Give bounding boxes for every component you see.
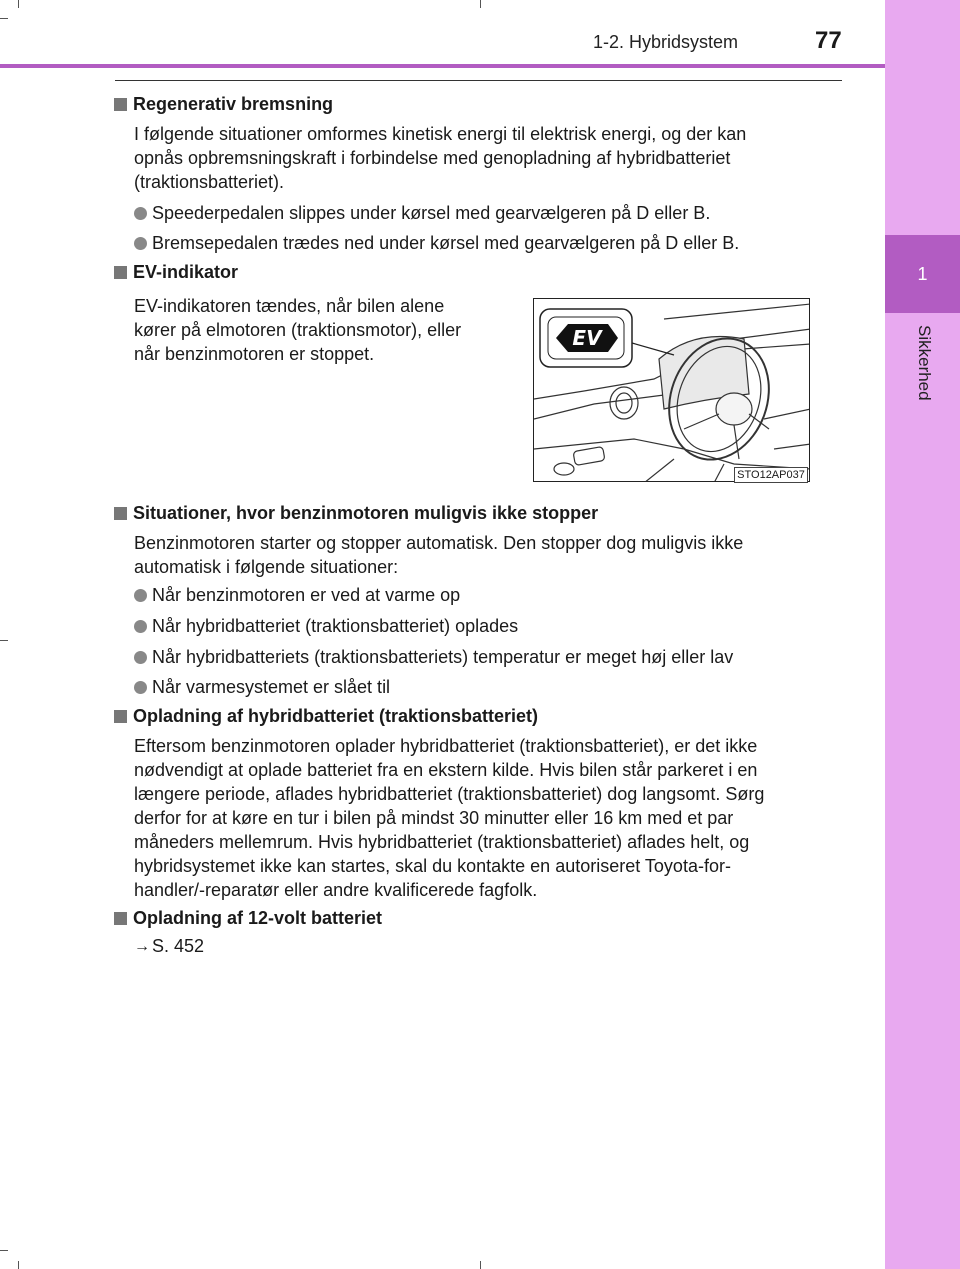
arrow-right-icon: → [134,937,150,955]
page-number: 77 [815,27,842,54]
chapter-number: 1 [885,235,960,313]
text-line: hybridsystemet ikke kan startes, skal du kontakte en autoriseret Toyota-for- [134,856,731,876]
square-bullet-icon [114,98,127,111]
heading-12v-battery-charging [114,908,382,929]
text-line: automatisk i følgende situationer: [134,557,399,577]
text-line: når benzinmotoren er stoppet. [134,344,375,364]
figure-code: STO12AP037 [734,467,808,483]
list-item [134,614,518,638]
crop-mark [0,1250,8,1251]
page-reference-link[interactable] [134,936,204,957]
heading-ev-indicator [114,262,238,283]
crop-mark [18,1261,19,1269]
list-item-text: Speederpedalen slippes under kørsel med gearvælgeren på D eller B. [152,203,711,223]
text-line: længere periode, aflades hybridbatteriet (traktionsbatteriet) dog langsomt. Sørg [134,784,765,804]
heading-regenerative-braking [114,94,333,115]
circle-bullet-icon [134,237,147,250]
header-section-title: 1-2. Hybridsystem [593,32,739,52]
text-line: Eftersom benzinmotoren oplader hybridbatteriet (traktionsbatteriet), er det ikke [134,736,758,756]
list-item [134,583,460,607]
crop-mark [480,0,481,8]
heading-text: Opladning af hybridbatteriet (traktionsbatteriet) [133,706,539,726]
list-item [134,675,390,699]
list-item [134,201,710,225]
heading-text: EV-indikator [133,262,239,282]
text-line: I følgende situationer omformes kinetisk energi til elektrisk energi, og der kan [134,124,747,144]
text-line: handler/-reparatør eller andre kvalificerede fagfolk. [134,880,538,900]
crop-mark [0,640,8,641]
paragraph-ev-indicator [134,294,508,366]
dashboard-drawing [534,299,810,482]
chapter-label: Sikkerhed [915,325,934,401]
list-item-text: Når hybridbatteriet (traktionsbatteriet) oplades [152,616,519,636]
header-rule [0,64,885,68]
text-line: EV-indikatoren tændes, når bilen alene [134,296,445,316]
heading-text: Regenerativ bremsning [133,94,334,114]
list-item-text: Bremsepedalen trædes ned under kørsel med gearvælgeren på D eller B. [152,233,740,253]
square-bullet-icon [114,266,127,279]
ev-symbol-label: EV [572,326,602,350]
section-divider [115,80,842,81]
crop-mark [0,18,8,19]
paragraph-regenerative-braking [134,122,828,194]
circle-bullet-icon [134,207,147,220]
list-item [134,231,739,255]
text-line: nødvendigt at oplade batteriet fra en ekstern kilde. Hvis bilen står parkeret i en [134,760,758,780]
square-bullet-icon [114,710,127,723]
text-line: derfor for at køre en tur i bilen på mindst 30 minutter eller 16 km med et par [134,808,734,828]
circle-bullet-icon [134,589,147,602]
text-line: kører på elmotoren (traktionsmotor), eller [134,320,462,340]
paragraph-engine-not-stopping [134,531,828,579]
text-line: måneders mellemrum. Hvis hybridbatteriet (traktionsbatteriet) aflades helt, og [134,832,750,852]
square-bullet-icon [114,507,127,520]
text-line: (traktionsbatteriet). [134,172,285,192]
list-item-text: Når varmesystemet er slået til [152,677,391,697]
circle-bullet-icon [134,651,147,664]
text-line: opnås opbremsningskraft i forbindelse med genopladning af hybridbatteriet [134,148,731,168]
paragraph-hybrid-battery-charging [134,734,828,902]
heading-engine-not-stopping [114,503,598,524]
heading-text: Situationer, hvor benzinmotoren muligvis ikke stopper [133,503,599,523]
side-tab [885,0,960,1269]
text-line: Benzinmotoren starter og stopper automatisk. Den stopper dog muligvis ikke [134,533,744,553]
heading-text: Opladning af 12-volt batteriet [133,908,383,928]
crop-mark [18,0,19,8]
page-reference-text: S. 452 [152,936,205,956]
circle-bullet-icon [134,620,147,633]
list-item-text: Når hybridbatteriets (traktionsbatteriets) temperatur er meget høj eller lav [152,647,734,667]
crop-mark [480,1261,481,1269]
heading-hybrid-battery-charging [114,706,538,727]
square-bullet-icon [114,912,127,925]
circle-bullet-icon [134,681,147,694]
ev-indicator-illustration [533,298,810,482]
list-item [134,645,733,669]
list-item-text: Når benzinmotoren er ved at varme op [152,585,461,605]
